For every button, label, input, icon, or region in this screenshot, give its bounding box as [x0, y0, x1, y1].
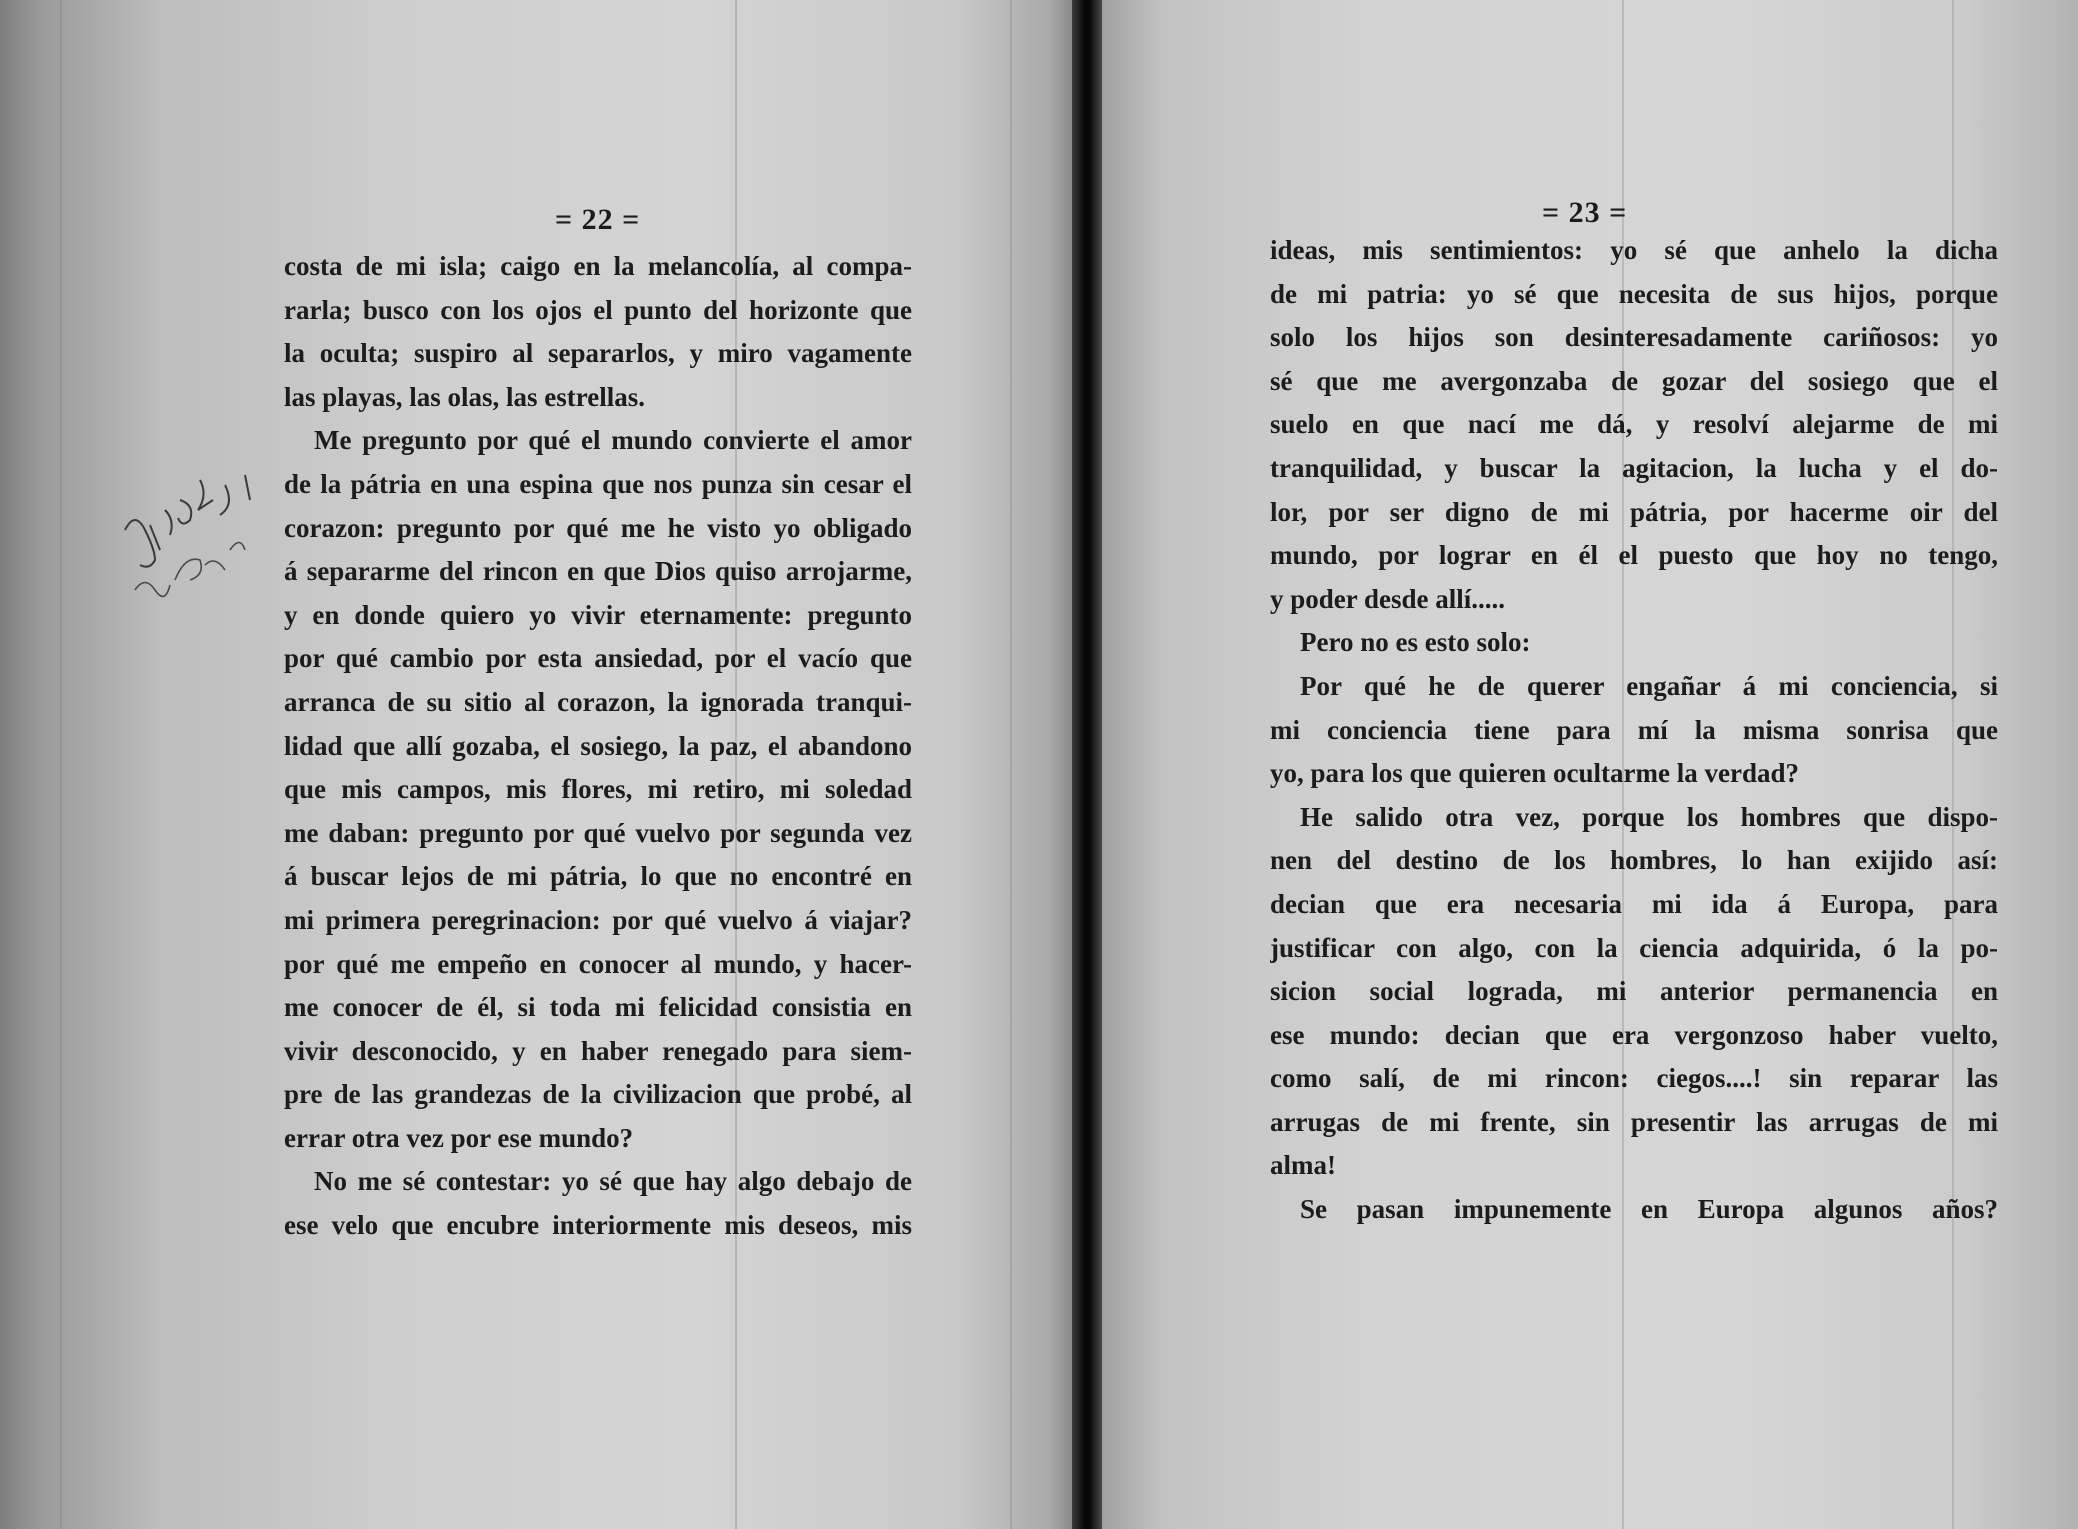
- text-line: me conocer de él, si toda mi felicidad consistia en: [284, 992, 912, 1023]
- text-line: y poder desde allí.....: [1270, 583, 1506, 614]
- text-line: alma!: [1270, 1150, 1336, 1181]
- text-line: sicion social lograda, mi anterior permanencia en: [1270, 976, 1998, 1007]
- text-line: suelo en que nací me dá, y resolví alejarme de mi: [1270, 409, 1998, 440]
- text-line: de la pátria en una espina que nos punza sin cesar el: [284, 468, 912, 499]
- text-line: arrugas de mi frente, sin presentir las arrugas de mi: [1270, 1106, 1998, 1137]
- text-line: nen del destino de los hombres, lo han exijido así:: [1270, 845, 1998, 876]
- text-line: mi primera peregrinacion: por qué vuelvo á viajar?: [284, 904, 912, 935]
- text-line: Por qué he de querer engañar á mi conciencia, si: [1300, 670, 1998, 701]
- text-line: rarla; busco con los ojos el punto del horizonte que: [284, 294, 912, 325]
- text-line: pre de las grandezas de la civilizacion que probé, al: [284, 1079, 912, 1110]
- page-number-header: = 22 =: [555, 203, 641, 236]
- text-line: tranquilidad, y buscar la agitacion, la lucha y el do-: [1270, 452, 1998, 483]
- text-line: como salí, de mi rincon: ciegos....! sin reparar las: [1270, 1063, 1998, 1094]
- text-line: justificar con algo, con la ciencia adquirida, ó la po-: [1270, 932, 1998, 963]
- text-line: decian que era necesaria mi ida á Europa, para: [1270, 888, 1998, 919]
- text-line: vivir desconocido, y en haber renegado para siem-: [284, 1035, 912, 1066]
- text-line: de mi patria: yo sé que necesita de sus hijos, porque: [1270, 278, 1998, 309]
- right-page-body-text: [1270, 229, 1998, 1232]
- text-line: corazon: pregunto por qué me he visto yo obligado: [284, 512, 912, 543]
- text-line: lidad que allí gozaba, el sosiego, la paz, el abandono: [284, 730, 912, 761]
- text-line: solo los hijos son desinteresadamente cariñosos: yo: [1270, 322, 1998, 353]
- text-line: á buscar lejos de mi pátria, lo que no encontré en: [284, 861, 912, 892]
- text-line: costa de mi isla; caigo en la melancolía, al compa-: [284, 251, 912, 281]
- text-line: á separarme del rincon en que Dios quiso arrojarme,: [284, 556, 912, 587]
- right-page: [1102, 0, 2078, 1529]
- text-line: que mis campos, mis flores, mi retiro, mi soledad: [284, 774, 912, 805]
- text-line: yo, para los que quieren ocultarme la verdad?: [1270, 758, 1799, 789]
- text-line: ese velo que encubre interiormente mis deseos, mis: [284, 1210, 912, 1241]
- text-line: por qué cambio por esta ansiedad, por el vacío que: [284, 643, 912, 674]
- book-gutter: [1072, 0, 1102, 1529]
- text-line: las playas, las olas, las estrellas.: [284, 381, 646, 412]
- text-line: mi conciencia tiene para mí la misma sonrisa que: [1270, 714, 1998, 745]
- text-line: Me pregunto por qué el mundo convierte el amor: [314, 425, 912, 456]
- text-line: mundo, por lograr en él el puesto que hoy no tengo,: [1270, 540, 1998, 571]
- text-line: sé que me avergonzaba de gozar del sosiego que el: [1270, 365, 1998, 396]
- text-line: Se pasan impunemente en Europa algunos años?: [1300, 1194, 1998, 1225]
- text-line: ideas, mis sentimientos: yo sé que anhelo la dicha: [1270, 235, 1998, 265]
- text-line: Pero no es esto solo:: [1300, 627, 1531, 658]
- text-line: arranca de su sitio al corazon, la ignorada tranqui-: [284, 686, 912, 717]
- text-line: He salido otra vez, porque los hombres que dispo-: [1300, 801, 1998, 832]
- text-line: ese mundo: decian que era vergonzoso haber vuelto,: [1270, 1019, 1998, 1050]
- text-line: lor, por ser digno de mi pátria, por hacerme oir del: [1270, 496, 1998, 527]
- text-line: No me sé contestar: yo sé que hay algo debajo de: [314, 1166, 912, 1197]
- text-line: y en donde quiero yo vivir eternamente: pregunto: [284, 599, 912, 630]
- text-line: me daban: pregunto por qué vuelvo por segunda vez: [284, 817, 912, 848]
- left-page-body-text: [284, 245, 912, 1248]
- text-line: errar otra vez por ese mundo?: [284, 1122, 634, 1153]
- page-number-header: = 23 =: [1542, 196, 1628, 229]
- text-line: la oculta; suspiro al separarlos, y miro vagamente: [284, 338, 912, 369]
- text-line: por qué me empeño en conocer al mundo, y hacer-: [284, 948, 912, 979]
- handwritten-annotation: [105, 470, 275, 630]
